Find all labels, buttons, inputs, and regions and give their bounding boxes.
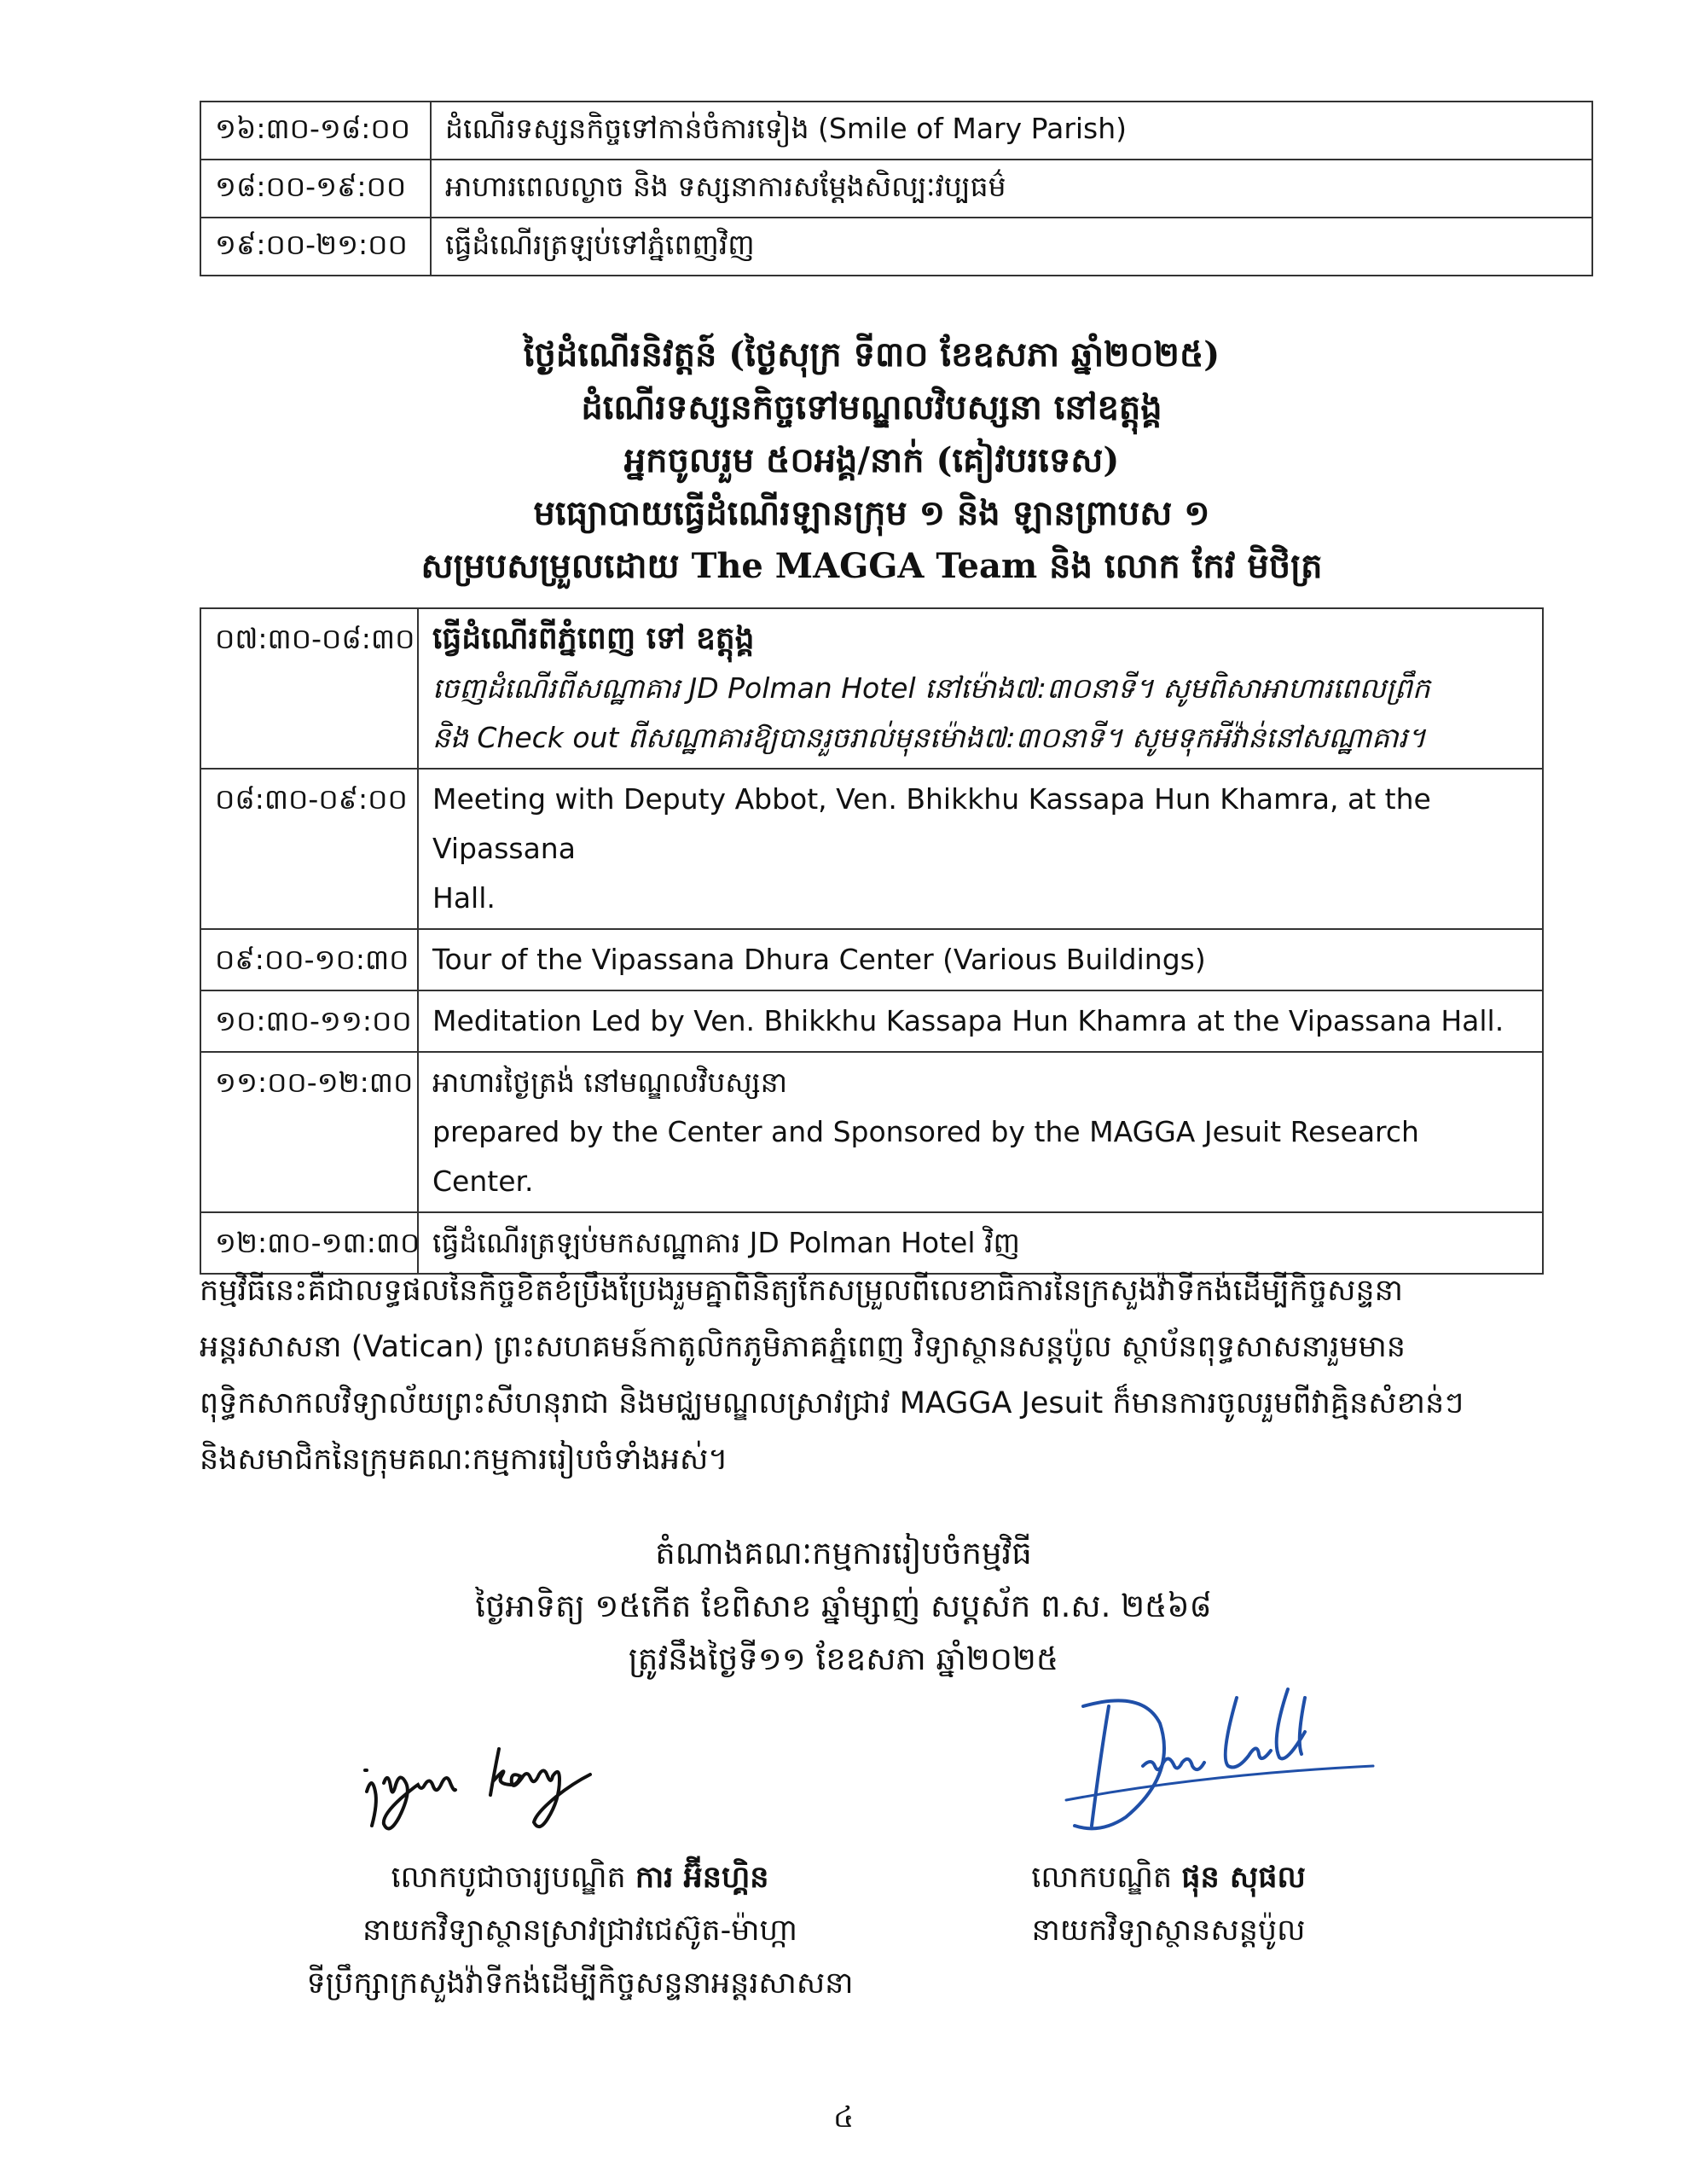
activity-cell: ដំណើរទស្សនកិច្ចទៅកាន់ចំការទៀង (Smile of Mary Parish) — [431, 102, 1592, 160]
activity-line: អាហារថ្ងៃត្រង់ នៅមណ្ឌលវិបស្សនា — [432, 1066, 788, 1099]
signature-right — [1049, 1672, 1390, 1843]
day-heading — [200, 328, 1544, 593]
paragraph-line: ពុទ្ធិកសាកលវិទ្យាល័យព្រះសីហនុរាជា និងមជ្ឈមណ្ឌលស្រាវជ្រាវ MAGGA Jesuit ក៏មានការចូលរួមពីវាគ្មិនសំខាន់ៗ — [200, 1386, 1464, 1420]
schedule-table-top — [200, 101, 1593, 276]
time-cell: ១០:៣០-១១:០០ — [200, 990, 418, 1052]
time-cell: ១១:០០-១២:៣០ — [200, 1052, 418, 1212]
paragraph-line: អន្តរសាសនា (Vatican) ព្រះសហគមន៍កាតូលិកភូមិភាគភ្នំពេញ វិទ្យាស្ថានសន្តប៉ូល ស្ថាប័នពុទ្ធសាសនារួមមាន — [200, 1330, 1406, 1364]
activity-cell: អាហារពេលល្ងាច និង ទស្សនាការសម្តែងសិល្បៈវប្បធម៌ — [431, 160, 1592, 218]
activity-cell — [418, 990, 1543, 1052]
heading-line: ថ្ងៃដំណើរនិវត្តន៍ (ថ្ងៃសុក្រ ទី៣០ ខែឧសភា ឆ្នាំ២០២៥) — [523, 334, 1220, 375]
time-cell: ១២:៣០-១៣:៣០ — [200, 1212, 418, 1274]
activity-line: និង Check out ពីសណ្ឋាគារឱ្យបានរួចរាល់មុនម៉ោង៧:៣០នាទី។ សូមទុកអីវ៉ាន់នៅសណ្ឋាគារ។ — [432, 721, 1426, 754]
activity-line: Meditation Led by Ven. Bhikkhu Kassapa Hun Khamra at the Vipassana Hall. — [432, 1004, 1504, 1037]
time-cell: ០៨:៣០-០៩:០០ — [200, 769, 418, 929]
table-row — [200, 769, 1543, 929]
signatory-name: ផុន សុផល — [1181, 1861, 1306, 1895]
signatory-prefix: លោកបណ្ឌិត — [1031, 1861, 1173, 1895]
signatory-role: ទីប្រឹក្សាក្រសួងវ៉ាទីកង់ដើម្បីកិច្ចសន្ទនាអន្តរសាសនា — [306, 1966, 854, 2001]
time-cell: ១៦:៣០-១៨:០០ — [200, 102, 431, 160]
table-row — [200, 929, 1543, 990]
signature-left — [358, 1732, 648, 1843]
signatory-role: នាយកវិទ្យាស្ថានស្រាវជ្រាវជេស៊ូត-ម៉ាហ្កា — [362, 1914, 797, 1948]
schedule-table-day — [200, 607, 1544, 1275]
lunar-date: ថ្ងៃអាទិត្យ ១៥កើត ខែពិសាខ ឆ្នាំម្សាញ់ សប្តស័ក ព.ស. ២៥៦៨ — [475, 1588, 1212, 1624]
signatory-name: ការ អ៊ីនហ្គិន — [635, 1861, 769, 1895]
activity-cell — [418, 1052, 1543, 1212]
time-cell: ០៧:៣០-០៨:៣០ — [200, 608, 418, 769]
gregorian-date: ត្រូវនឹងថ្ងៃទី១១ ខែឧសភា ឆ្នាំ២០២៥ — [628, 1641, 1059, 1677]
activity-line: Hall. — [432, 881, 496, 915]
time-cell: ១៩:០០-២១:០០ — [200, 218, 431, 276]
activity-cell — [418, 929, 1543, 990]
paragraph-line: និងសមាជិកនៃក្រុមគណៈកម្មការរៀបចំទាំងអស់។ — [200, 1443, 728, 1477]
closing-paragraph — [200, 1263, 1547, 1488]
signatory-left — [256, 1851, 904, 2010]
heading-line: មធ្យោបាយធ្វើដំណើរឡានក្រុម ១ និង ឡានព្រាបស ១ — [533, 493, 1210, 533]
time-cell: ០៩:០០-១០:៣០ — [200, 929, 418, 990]
committee-label: តំណាងគណៈកម្មការរៀបចំកម្មវិធី — [655, 1535, 1032, 1571]
activity-cell — [418, 769, 1543, 929]
signatory-name-line — [256, 1851, 904, 1904]
paragraph-line: កម្មវិធីនេះគឺជាលទ្ធផលនៃកិច្ចខិតខំប្រឹងប្រែងរួមគ្នាពិនិត្យកែសម្រួលពីលេខាធិការនៃក្រសួងវ៉ាទីកង់ដើម្បីកិច្ចសន្ទនា — [200, 1274, 1403, 1308]
heading-line: ដំណើរទស្សនកិច្ចទៅមណ្ឌលវិបស្សនា នៅឧត្តុង្គ — [581, 387, 1162, 427]
signatory-prefix: លោកបូជាចារ្យបណ្ឌិត — [391, 1861, 626, 1895]
table-row — [200, 608, 1543, 769]
page-number: ៤ — [832, 2100, 855, 2135]
table-row — [200, 1052, 1543, 1212]
activity-line: Meeting with Deputy Abbot, Ven. Bhikkhu Kassapa Hun Khamra, at the Vipassana — [432, 782, 1431, 865]
heading-line: សម្របសម្រួលដោយ The MAGGA Team និង លោក កែវ មិថិត្រ — [420, 546, 1323, 586]
table-row — [200, 218, 1592, 276]
signatory-name-line — [981, 1851, 1356, 1904]
activity-line: ចេញដំណើរពីសណ្ឋាគារ JD Polman Hotel នៅម៉ោង៧:៣០នាទី។ សូមពិសាអាហារពេលព្រឹក — [432, 671, 1430, 705]
time-cell: ១៨:០០-១៩:០០ — [200, 160, 431, 218]
activity-cell — [418, 608, 1543, 769]
activity-title: ធ្វើដំណើរពីភ្នំពេញ ទៅ ឧត្តុង្គ — [432, 621, 755, 656]
date-block — [324, 1527, 1363, 1686]
signatory-right — [981, 1851, 1356, 1957]
activity-cell: ធ្វើដំណើរត្រឡប់ទៅភ្នំពេញវិញ — [431, 218, 1592, 276]
heading-line: អ្នកចូលរួម ៥០អង្គ/នាក់ (គៀវបរទេស) — [623, 440, 1120, 480]
table-row — [200, 102, 1592, 160]
activity-line: ធ្វើដំណើរត្រឡប់មកសណ្ឋាគារ JD Polman Hotel វិញ — [432, 1226, 1020, 1259]
activity-line: prepared by the Center and Sponsored by the MAGGA Jesuit Research Center. — [432, 1115, 1419, 1198]
activity-line: Tour of the Vipassana Dhura Center (Various Buildings) — [432, 943, 1206, 976]
table-row — [200, 160, 1592, 218]
signatory-role: នាយកវិទ្យាស្ថានសន្តប៉ូល — [1031, 1914, 1306, 1948]
table-row — [200, 990, 1543, 1052]
